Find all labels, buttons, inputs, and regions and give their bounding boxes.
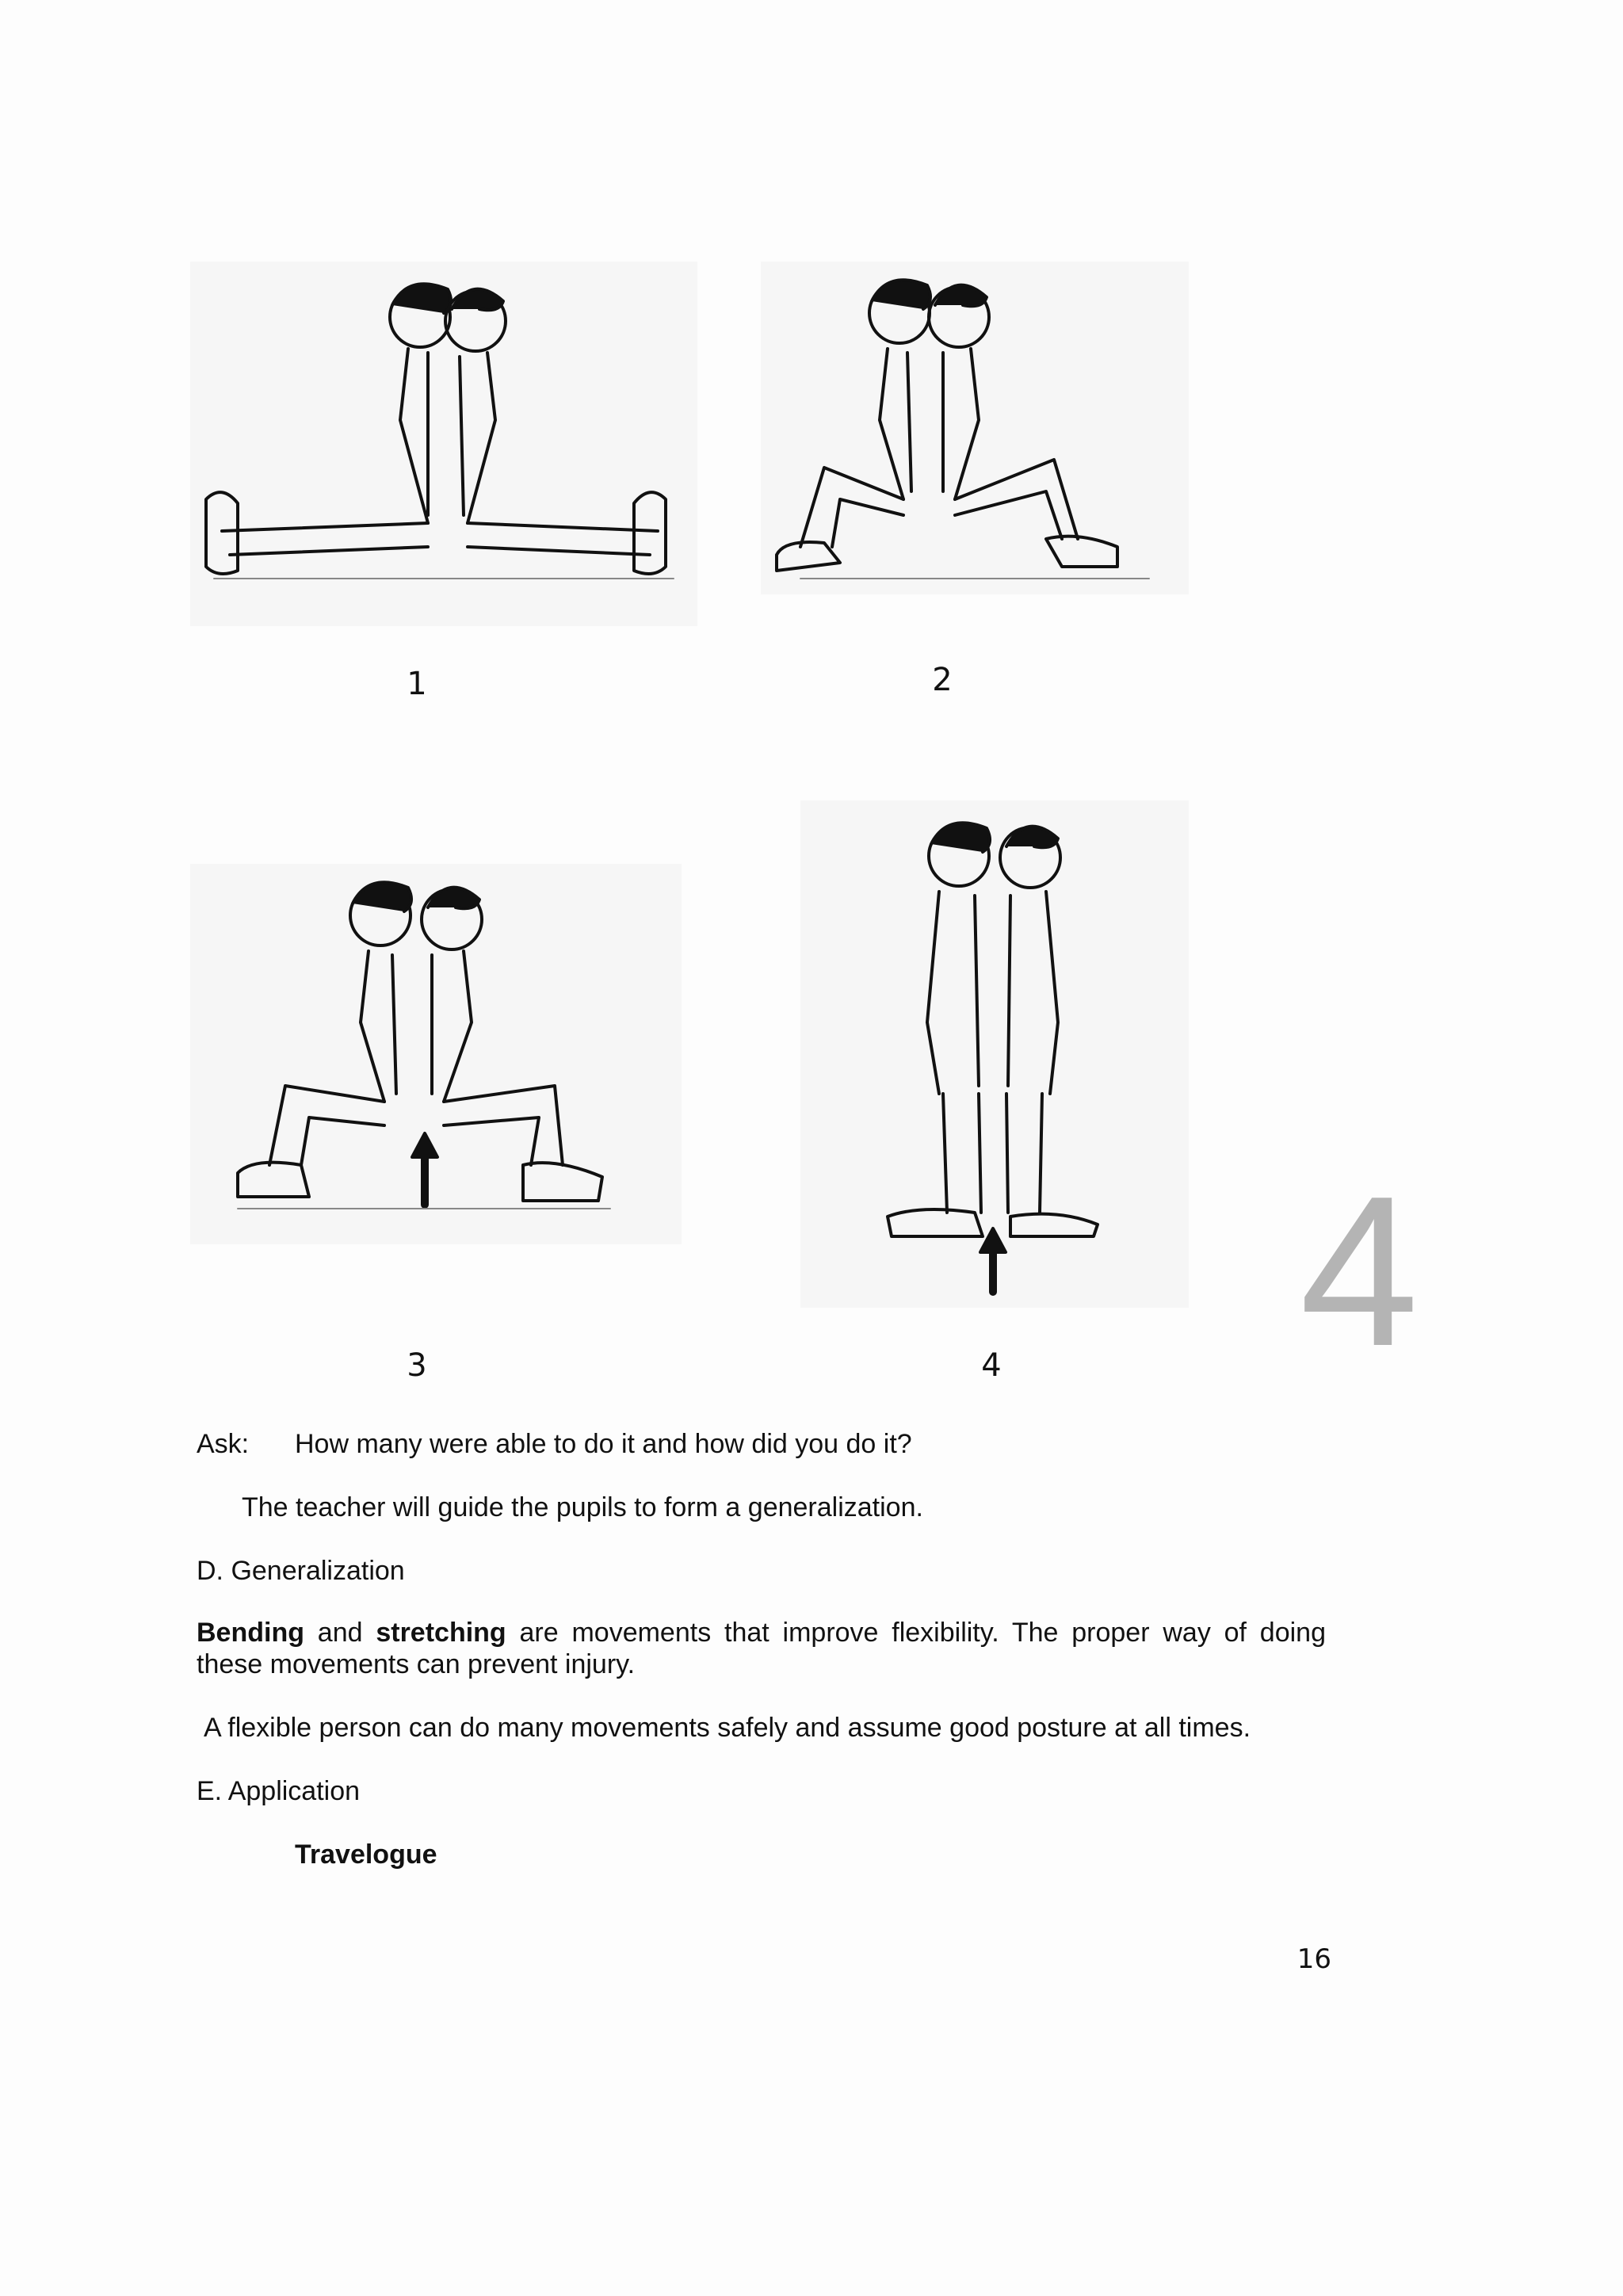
figure-2-illustration bbox=[761, 262, 1189, 594]
generalization-paragraph bbox=[197, 1617, 1326, 1680]
term-bending: Bending bbox=[197, 1618, 304, 1648]
figure-4-illustration bbox=[800, 800, 1189, 1308]
page-number: 16 bbox=[1296, 1943, 1331, 1975]
section-d-heading: D. Generalization bbox=[197, 1556, 405, 1586]
figure-3-caption: 3 bbox=[407, 1347, 427, 1384]
activity-title: Travelogue bbox=[295, 1839, 437, 1870]
ask-label: Ask: bbox=[197, 1429, 250, 1459]
figure-1-caption: 1 bbox=[407, 666, 427, 702]
ask-question: How many were able to do it and how did you do it? bbox=[295, 1429, 912, 1459]
figure-4-caption: 4 bbox=[981, 1347, 1002, 1384]
term-stretching: stretching bbox=[376, 1618, 506, 1648]
section-e-heading: E. Application bbox=[197, 1776, 361, 1806]
generalization-rest: are movements that improve flexibility. The proper way of doing these movements can prevent injury. bbox=[197, 1618, 1326, 1679]
figure-2-caption: 2 bbox=[932, 662, 953, 698]
figure-3-illustration bbox=[190, 864, 682, 1244]
flexible-statement: A flexible person can do many movements safely and assume good posture at all times. bbox=[204, 1713, 1251, 1743]
figure-1-illustration bbox=[190, 262, 697, 626]
conjunction-and: and bbox=[317, 1618, 363, 1648]
page-watermark-number: 4 bbox=[1300, 1152, 1419, 1391]
teacher-note: The teacher will guide the pupils to form a generalization. bbox=[242, 1492, 923, 1522]
